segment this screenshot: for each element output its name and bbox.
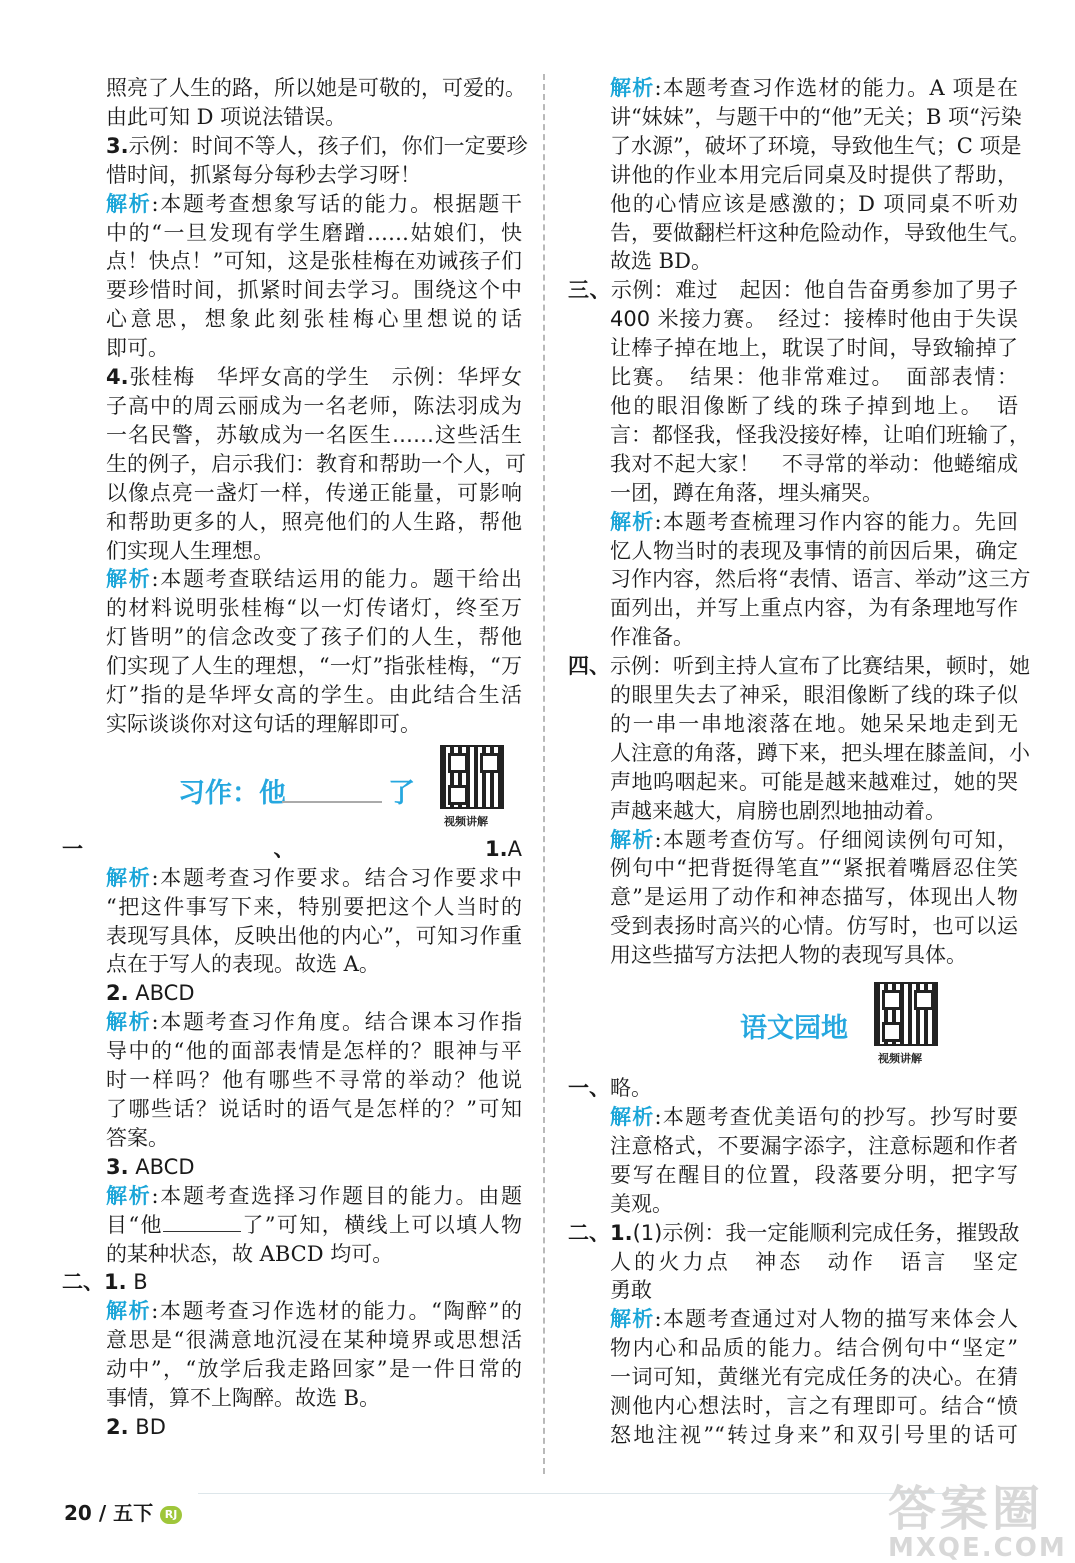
text-line: 400 米接力赛。 经过：接棒时他由于失误: [610, 307, 1018, 332]
analysis-line: 意思是“很满意地沉浸在某种境界或思想活: [106, 1328, 522, 1353]
analysis-text: :本题考查选择习作题目的能力。由题: [151, 1183, 522, 1208]
analysis-label: 解析: [106, 567, 152, 592]
text-line: 言：都怪我，怪我没接好棒，让咱们班输了，: [610, 422, 1030, 447]
qr-code-icon[interactable]: [874, 982, 938, 1046]
text-line: 人注意的角落，蹲下来，把头埋在膝盖间，小: [610, 740, 1030, 765]
text-line: 一名民警，苏敏成为一名医生……这些活生: [106, 422, 522, 447]
section-1-q3: [64, 1153, 522, 1182]
section-number: 三、: [568, 278, 611, 303]
section-1-q1: [62, 835, 522, 864]
analysis-line: 表现写具体，反映出他的内心”，可知习作重: [106, 923, 522, 948]
text-line: 人的火力点 神态 动作 语言 坚定: [610, 1249, 1018, 1274]
question-number: 2.: [106, 981, 129, 1006]
analysis-text: :本题考查习作要求。结合习作要求中: [151, 865, 522, 890]
analysis-line: 动中”，“放学后我走路回家”是一件日常的: [106, 1357, 522, 1382]
analysis-line: 告，要做翻栏杆这种危险动作，导致他生气。: [610, 220, 1030, 245]
question-4: [64, 363, 522, 392]
answer-text: 张桂梅 华坪女高的学生 示例：华坪女: [128, 365, 522, 390]
text-line: 生的例子，启示我们：教育和帮助一个人，可: [106, 451, 526, 476]
text-line: 由此可知 D 项说法错误。: [106, 104, 347, 129]
analysis-line: 意”是运用了动作和神态描写，体现出人物: [610, 885, 1018, 910]
analysis-label: 解析: [610, 1105, 655, 1129]
analysis-line: [568, 826, 1018, 855]
section-r1: [568, 1074, 1018, 1103]
analysis-line: 的材料说明张桂梅“以一灯传诸灯，终至万: [106, 596, 522, 621]
text-line: 让棒子掉在地上，耽误了时间，导致输掉了: [610, 336, 1018, 361]
analysis-line: 要写在醒目的位置，段落要分明，把字写: [610, 1162, 1018, 1187]
text-line: 子高中的周云丽成为一名老师，陈法羽成为: [106, 393, 522, 418]
analysis-text: :本题考查优美语句的抄写。抄写时要: [654, 1105, 1018, 1129]
page-number: 20: [64, 1501, 92, 1525]
watermark-text: 答案圈: [888, 1481, 1045, 1537]
analysis-line: 即可。: [106, 336, 169, 361]
watermark: [888, 1470, 1067, 1563]
footer-separator: /: [98, 1501, 107, 1525]
analysis-line: 了水源”，破坏了环境，导致他生气；C 项是: [610, 133, 1022, 158]
right-column: [568, 74, 1031, 1450]
answer-text: 示例：听到主持人宣布了比赛结果，顿时，她: [610, 654, 1030, 679]
answer-text: BD: [135, 1414, 166, 1439]
analysis-line: 讲“妹妹”，与题干中的“他”无关；B 项“污染: [610, 104, 1022, 129]
analysis-line: 灯皆明”的信念改变了孩子们的人生，帮他: [106, 625, 522, 650]
analysis-line: 心意思，想象此刻张桂梅心里想说的话: [106, 307, 522, 332]
analysis-line: 要珍惜时间，抓紧时间去学习。围绕这个中: [106, 278, 522, 303]
analysis-line: 导中的“他的面部表情是怎样的？眼神与平: [106, 1039, 522, 1064]
column-divider: [543, 74, 545, 1474]
analysis-line: 的某种状态，故 ABCD 均可。: [106, 1241, 394, 1266]
qr-caption: 视频讲解: [444, 814, 488, 828]
answer-text: ABCD: [135, 1154, 195, 1179]
analysis-line: 测他内心想法时，言之有理即可。结合“愤: [610, 1394, 1018, 1419]
text-line: 勇敢: [610, 1278, 652, 1303]
analysis-line: 一词可知，黄继光有完成任务的决心。在猜: [610, 1365, 1018, 1390]
analysis-line: [568, 508, 1018, 537]
question-3: [64, 132, 528, 161]
analysis-line: [64, 565, 522, 594]
title-blank: [282, 801, 382, 803]
watermark-url: MXQE.COM: [888, 1533, 1067, 1563]
footer-rule: [198, 1493, 958, 1494]
question-number: 3.: [106, 1154, 129, 1179]
section-title: 语文园地: [740, 1013, 848, 1045]
analysis-line: [568, 74, 1018, 103]
text-line: 我对不起大家！ 不寻常的举动：他蜷缩成: [610, 451, 1018, 476]
analysis-line: 作准备。: [610, 625, 694, 650]
analysis-line: 怒地注视”“转过身来”和双引号里的话可: [610, 1422, 1018, 1447]
answer-text: A: [507, 836, 522, 861]
answer-text: 示例：时间不等人，孩子们，你们一定要珍: [128, 133, 528, 158]
qr-caption: 视频讲解: [878, 1052, 922, 1066]
text-line: 他的眼泪像断了线的珠子掉到地上。 语: [610, 393, 1018, 418]
analysis-line: 注意格式，不要漏字添字，注意标题和作者: [610, 1133, 1018, 1158]
analysis-line: 用这些描写方法把人物的表现写具体。: [610, 943, 967, 968]
analysis-line: 例句中“把背挺得笔直”“紧抿着嘴唇忍住笑: [610, 856, 1018, 881]
analysis-line: 忆人物当时的表现及事情的前因后果，确定: [610, 538, 1018, 563]
answer-text: 示例：难过 起因：他自告奋勇参加了男子: [610, 278, 1019, 303]
section-number: 四、: [568, 654, 610, 679]
analysis-label: 解析: [106, 865, 152, 890]
section-title-suffix: 了: [388, 777, 415, 809]
section-number: 二、: [568, 1220, 610, 1245]
text-line: 的眼里失去了神采，眼泪像断了线的珠子似: [610, 683, 1018, 708]
analysis-label: 解析: [106, 1299, 152, 1324]
section-r2-q1: [568, 1219, 1018, 1248]
left-column: [62, 74, 528, 1442]
text-line: 比赛。 结果：他非常难过。 面部表情：: [610, 365, 1018, 390]
analysis-line: 时一样吗？他有哪些不寻常的举动？他说: [106, 1068, 522, 1093]
analysis-text: :本题考查习作角度。结合课本习作指: [151, 1010, 522, 1035]
answer-text: 略。: [610, 1076, 652, 1101]
analysis-line: 受到表扬时高兴的心情。仿写时，也可以运: [610, 914, 1018, 939]
analysis-line: 点！快点！”可知，这是张桂梅在劝诫孩子们: [106, 249, 522, 274]
analysis-label: 解析: [610, 827, 655, 852]
question-number: 4.: [106, 365, 129, 390]
question-number: 1.: [104, 1270, 127, 1295]
section-3: [568, 276, 1018, 305]
question-number: 3.: [106, 133, 129, 158]
question-number: 1.: [610, 1220, 633, 1245]
analysis-line: [568, 1103, 1018, 1132]
analysis-line: [64, 1182, 522, 1211]
analysis-text: :本题考查习作选材的能力。“陶醉”的: [151, 1299, 523, 1324]
analysis-label: 解析: [106, 1183, 152, 1208]
text-line: 们实现人生理想。: [106, 538, 274, 563]
analysis-label: 解析: [610, 509, 655, 534]
analysis-line: 灯”指的是华坪女高的学生。由此结合生活: [106, 683, 522, 708]
analysis-line: 故选 BD。: [610, 249, 712, 274]
text-line: 照亮了人生的路，所以她是可敬的，可爱的。: [106, 76, 526, 100]
answer-text: B: [133, 1270, 148, 1295]
text-line: 的一串一串地滚落在地。她呆呆地走到无: [610, 711, 1018, 736]
analysis-line: 了哪些话？说话时的语气是怎样的？”可知: [106, 1097, 522, 1121]
section-1-q2: [64, 979, 522, 1008]
analysis-line: “把这件事写下来，特别要把这个人当时的: [106, 894, 522, 919]
analysis-text: 了”可知，横线上可以填人物: [240, 1212, 522, 1237]
analysis-label: 解析: [610, 1307, 655, 1332]
text-line: 一团，蹲在角落，埋头痛哭。: [610, 480, 883, 505]
analysis-text: :本题考查梳理习作内容的能力。先回: [654, 509, 1018, 534]
analysis-text: :本题考查通过对人物的描写来体会人: [654, 1307, 1018, 1332]
analysis-label: 解析: [610, 76, 655, 100]
analysis-line: 习作内容，然后将“表情、语言、举动”这三方: [610, 567, 1031, 592]
analysis-line: 答案。: [106, 1125, 169, 1150]
analysis-line: [568, 1305, 1018, 1334]
analysis-line: 点在于写人的表现。故选 A。: [106, 952, 380, 977]
question-number: 1.: [485, 836, 508, 861]
analysis-line: 讲他的作业本用完后同桌及时提供了帮助，: [610, 162, 1018, 187]
question-number: 2.: [106, 1414, 129, 1439]
edition-badge-icon: RJ: [160, 1506, 182, 1524]
section-number: 二、: [62, 1270, 104, 1295]
text-line: 以像点亮一盏灯一样，传递正能量，可影响: [106, 480, 522, 505]
text-line: 声越来越大，肩膀也剧烈地抽动着。: [610, 798, 946, 823]
section-2-q2: [64, 1413, 522, 1442]
grade-label: 五下: [113, 1501, 154, 1525]
analysis-line: 中的“一旦发现有学生磨蹭……姑娘们，快: [106, 220, 522, 245]
analysis-line: 们实现了人生的理想，“一灯”指张桂梅，“万: [106, 654, 522, 679]
section-4: [568, 652, 1030, 681]
analysis-line: 他的心情应该是感激的；D 项同桌不听劝: [610, 191, 1018, 216]
section-number: 一、: [568, 1076, 610, 1101]
qr-code-icon[interactable]: [440, 745, 504, 809]
text-line: 惜时间，抓紧每分每秒去学习呀！: [106, 162, 421, 187]
fill-blank: [163, 1211, 241, 1232]
answer-text: ABCD: [135, 981, 195, 1006]
section-2-q1: [62, 1268, 522, 1297]
section-heading-yuwen: [568, 970, 1018, 1074]
analysis-line: 面列出，并写上重点内容，为有条理地写作: [610, 596, 1018, 621]
section-number: 一、: [62, 836, 486, 861]
answer-text: (1)示例：我一定能顺利完成任务，摧毁敌: [632, 1220, 1020, 1245]
analysis-line: [64, 864, 522, 893]
analysis-line: [64, 1008, 522, 1037]
analysis-line: [64, 1297, 522, 1326]
page-footer: [64, 1497, 182, 1526]
section-heading-writing: [64, 739, 522, 835]
text-line: 声地呜咽起来。可能是越来越难过，她的哭: [610, 769, 1018, 794]
analysis-line: [64, 190, 522, 219]
analysis-text: :本题考查联结运用的能力。题干给出: [151, 567, 522, 592]
analysis-line: 美观。: [610, 1191, 673, 1216]
analysis-text: :本题考查仿写。仔细阅读例句可知，: [654, 827, 1018, 852]
analysis-label: 解析: [106, 1010, 152, 1035]
analysis-line: 实际谈谈你对这句话的理解即可。: [106, 711, 421, 736]
analysis-label: 解析: [106, 191, 152, 216]
analysis-line: [64, 1211, 522, 1240]
analysis-line: 事情，算不上陶醉。故选 B。: [106, 1386, 381, 1411]
analysis-text: 目“他: [106, 1212, 163, 1237]
section-title: 习作：他: [178, 777, 286, 809]
text-line: 和帮助更多的人，照亮他们的人生路，帮他: [106, 509, 522, 534]
analysis-line: 物内心和品质的能力。结合例句中“坚定”: [610, 1336, 1018, 1361]
analysis-text: :本题考查想象写话的能力。根据题干: [151, 191, 522, 216]
analysis-text: :本题考查习作选材的能力。A 项是在: [654, 76, 1018, 100]
